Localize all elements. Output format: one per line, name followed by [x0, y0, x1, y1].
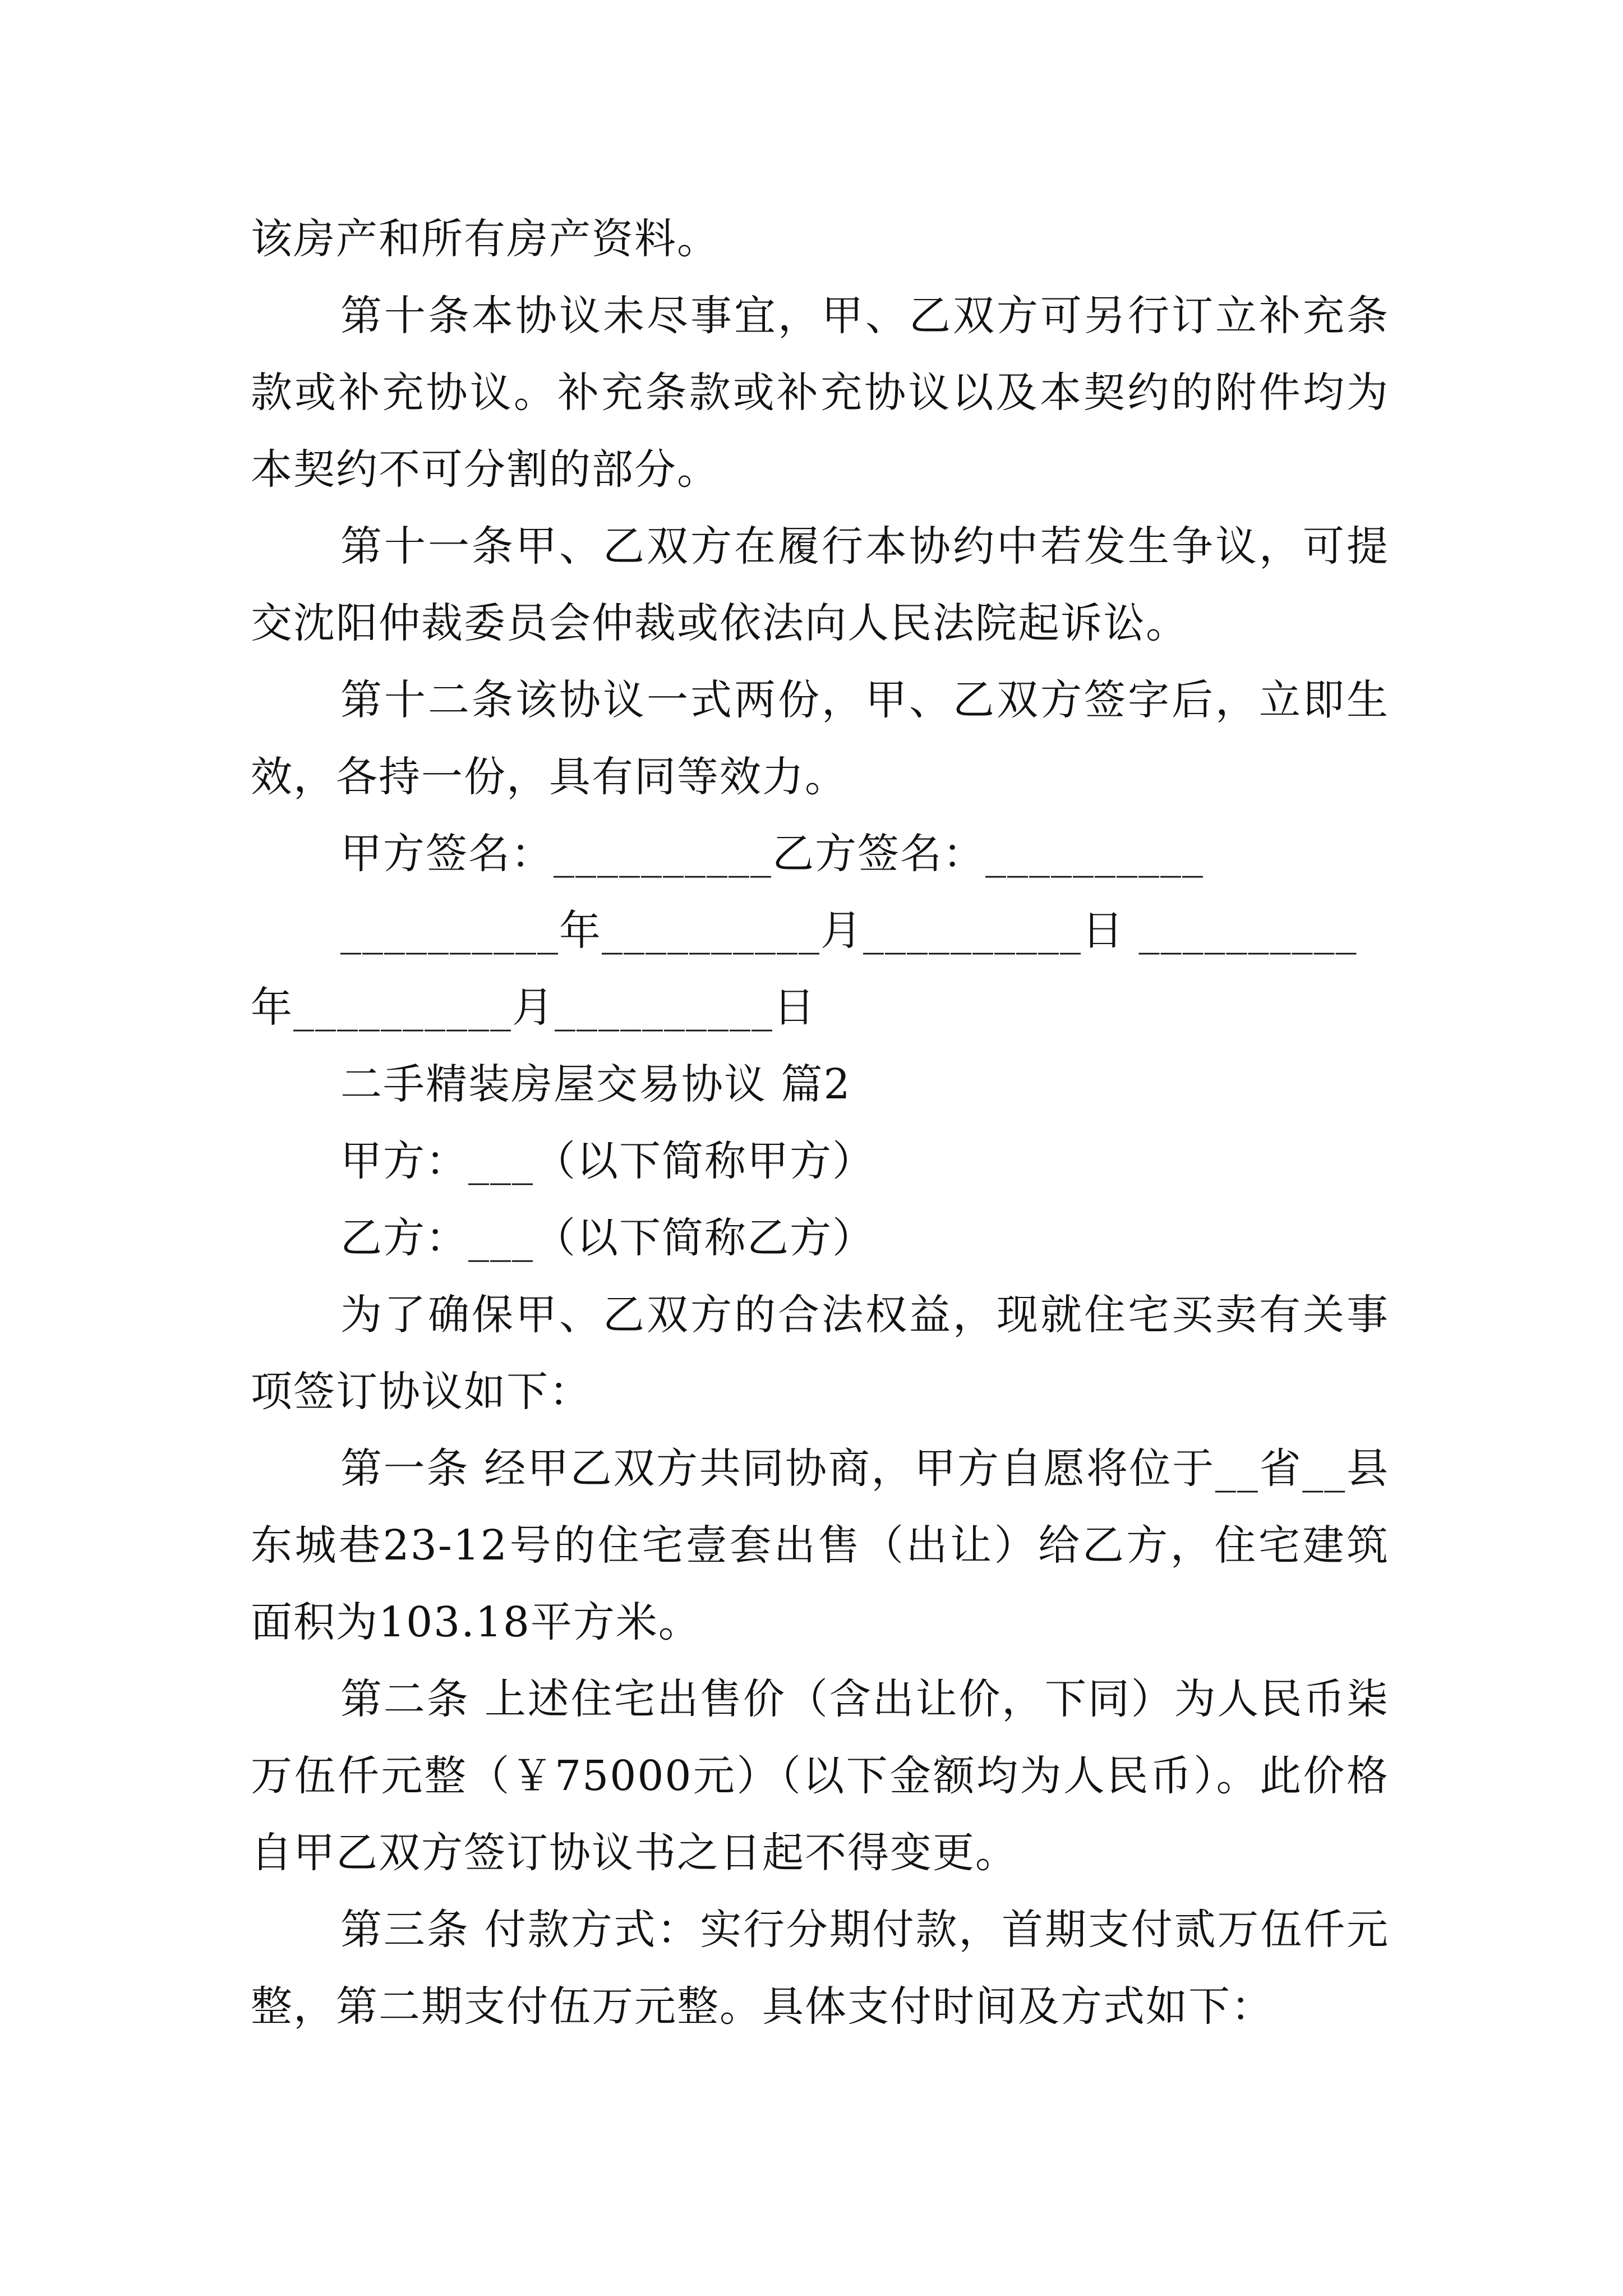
party-a-line: 甲方：___（以下简称甲方） — [340, 1137, 875, 1185]
paragraph-preamble: 为了确保甲、乙双方的合法权益，现就住宅买卖有关事项签订协议如下： — [251, 1291, 1389, 1416]
paragraph-article-10: 第十条本协议未尽事宜，甲、乙双方可另行订立补充条款或补充协议。补充条款或补充协议以及本契约的附件均为本契约不可分割的部分。 — [251, 292, 1389, 494]
paragraph-article-3: 第三条 付款方式：实行分期付款，首期支付贰万伍仟元整，第二期支付伍万元整。具体支付时间及方式如下： — [251, 1906, 1389, 2031]
paragraph-article-1: 第一条 经甲乙双方共同协商，甲方自愿将位于__省__县东城巷23-12号的住宅壹套出售（出让）给乙方，住宅建筑面积为103.18平方米。 — [251, 1444, 1389, 1646]
paragraph-article-12: 第十二条该协议一式两份，甲、乙双方签字后，立即生效，各持一份，具有同等效力。 — [251, 676, 1389, 801]
party-b-line: 乙方：___（以下简称乙方） — [340, 1214, 875, 1262]
paragraph-article-11: 第十一条甲、乙双方在履行本协约中若发生争议，可提交沈阳仲裁委员会仲裁或依法向人民法院起诉讼。 — [251, 522, 1389, 647]
paragraph-property-materials: 该房产和所有房产资料。 — [251, 215, 720, 263]
section-heading-agreement-2: 二手精装房屋交易协议 篇2 — [340, 1060, 851, 1108]
document-body — [251, 201, 1389, 2045]
signature-line: 甲方签名：__________乙方签名：__________ — [340, 830, 1204, 878]
date-line-2: 年__________月__________日 — [251, 983, 816, 1032]
paragraph-article-2: 第二条 上述住宅出售价（含出让价，下同）为人民币柒万伍仟元整（￥75000元）（以下金额均为人民币）。此价格自甲乙双方签订协议书之日起不得变更。 — [251, 1675, 1389, 1877]
date-line-1: __________年__________月__________日 __________ — [340, 907, 1358, 955]
